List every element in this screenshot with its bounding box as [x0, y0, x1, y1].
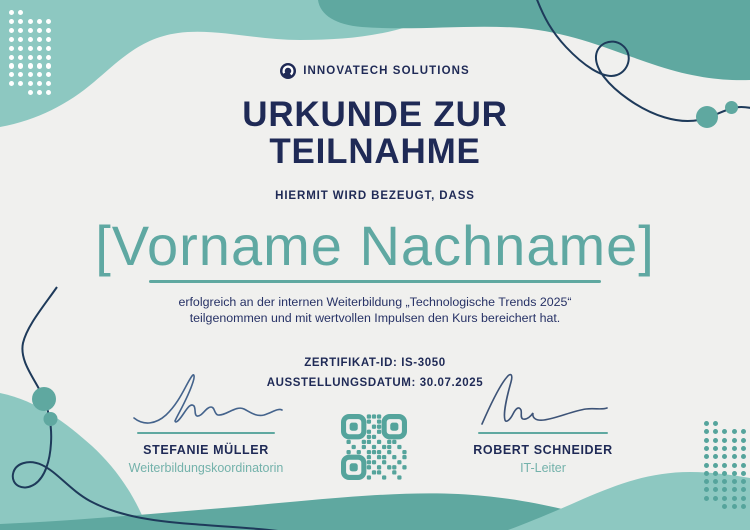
signatory-role-right: IT-Leiter — [520, 461, 566, 475]
certificate-id: ZERTIFIKAT-ID: IS-3050 — [304, 357, 446, 369]
signatory-name-left: STEFANIE MÜLLER — [143, 443, 269, 457]
certificate-body-text: erfolgreich an der internen Weiterbildung „Technologische Trends 2025“ teilgenommen und mit wertvollen Impulsen den Kurs bereichert hat. — [178, 295, 572, 325]
signature-rule-left — [137, 432, 275, 434]
brand-logo-icon — [280, 63, 296, 79]
brand-name: INNOVATECH SOLUTIONS — [303, 65, 470, 77]
qr-code-graphic — [341, 414, 407, 480]
certificate-title — [0, 96, 750, 170]
title-line-2: TEILNAHME — [269, 132, 481, 171]
signatory-role-left: Weiterbildungskoordinatorin — [128, 461, 284, 475]
signatory-name-right: ROBERT SCHNEIDER — [473, 443, 613, 457]
recipient-name-placeholder: [Vorname Nachname] — [95, 214, 655, 277]
brand — [0, 63, 750, 79]
issue-date: AUSSTELLUNGSDATUM: 30.07.2025 — [266, 377, 484, 389]
certificate-subtitle: HIERMIT WIRD BEZEUGT, DASS — [275, 190, 475, 202]
signature-rule-right — [478, 432, 608, 434]
signature-stroke-left — [126, 372, 286, 428]
signature-stroke-right — [468, 372, 618, 428]
recipient-name-underline — [149, 280, 601, 283]
signature-block-left — [96, 372, 316, 475]
qr-code — [341, 414, 407, 480]
signature-block-right — [433, 372, 653, 475]
title-line-1: URKUNDE ZUR — [242, 95, 508, 134]
